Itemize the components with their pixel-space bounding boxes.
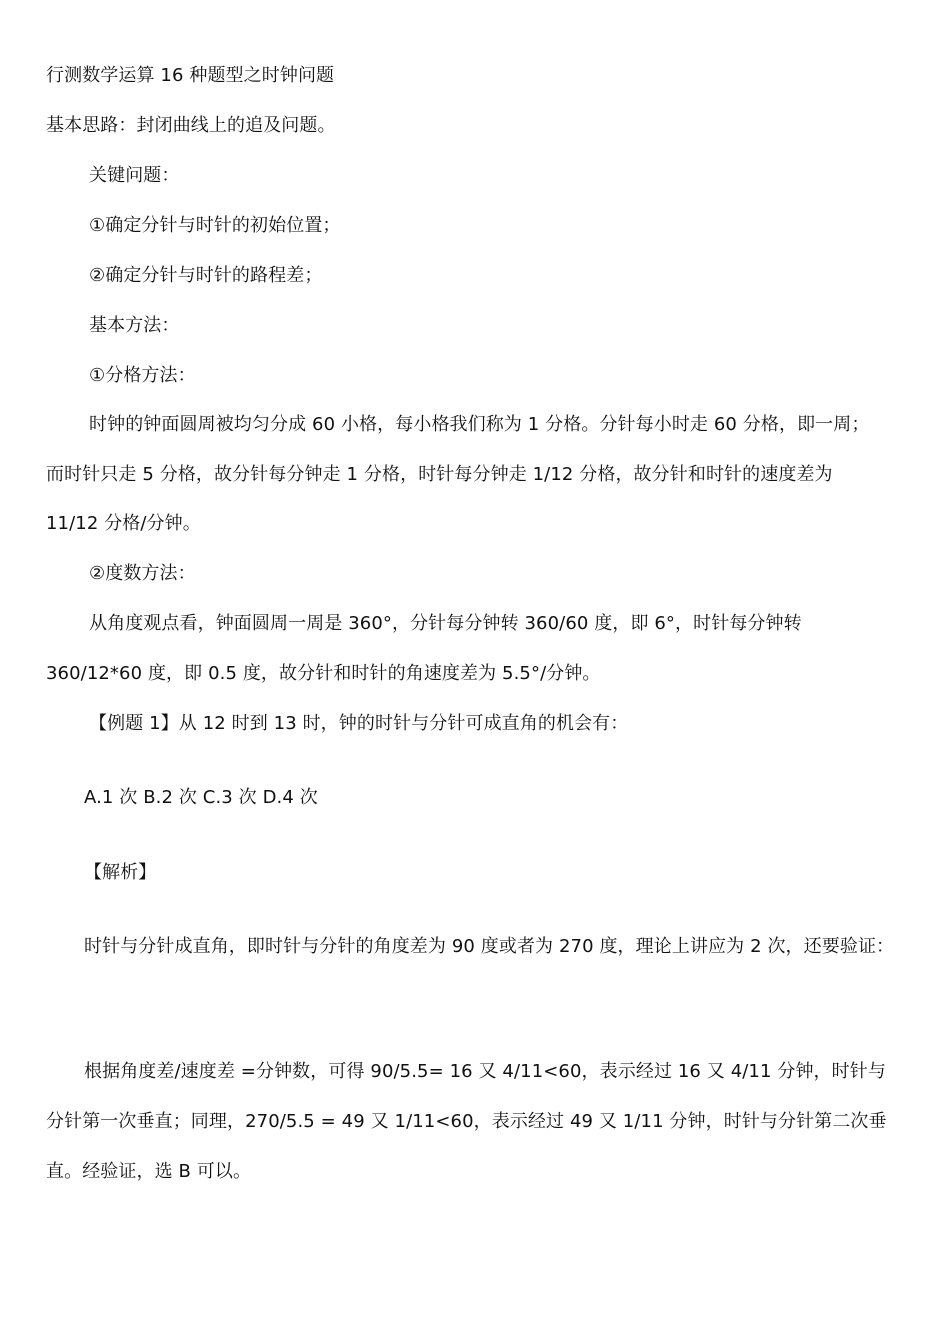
analysis-paragraph-2-line-2: 分针第一次垂直；同理，270/5.5 = 49 又 1/11<60，表示经过 49 又 1/11 分钟，时针与分针第二次垂 [46, 1111, 887, 1132]
example-options: A.1 次 B.2 次 C.3 次 D.4 次 [84, 787, 318, 808]
key-issue-2: ②确定分针与时针的路程差； [89, 265, 323, 286]
grid-method-paragraph-line-3: 11/12 分格/分钟。 [46, 513, 201, 534]
basic-idea-line: 基本思路：封闭曲线上的追及问题。 [46, 115, 336, 136]
degree-method-paragraph-line-2: 360/12*60 度，即 0.5 度，故分针和时针的角速度差为 5.5°/分钟。 [46, 663, 601, 684]
key-issues-heading: 关键问题： [89, 165, 180, 186]
degree-method-paragraph-line-1: 从角度观点看，钟面圆周一周是 360°，分针每分钟转 360/60 度，即 6°，时针每分钟转 [89, 613, 802, 634]
document-title: 行测数学运算 16 种题型之时钟问题 [46, 65, 335, 86]
grid-method-paragraph-line-1: 时钟的钟面圆周被均匀分成 60 小格，每小格我们称为 1 分格。分针每小时走 60 分格，即一周； [89, 414, 870, 435]
grid-method-paragraph-line-2: 而时针只走 5 分格，故分针每分钟走 1 分格，时针每分钟走 1/12 分格，故分针和时针的速度差为 [46, 464, 833, 485]
key-issue-1: ①确定分针与时针的初始位置； [89, 215, 341, 236]
grid-method-heading: ①分格方法： [89, 365, 196, 386]
analysis-paragraph-1: 时针与分针成直角，即时针与分针的角度差为 90 度或者为 270 度，理论上讲应为 2 次，还要验证： [84, 936, 895, 957]
analysis-heading: 【解析】 [84, 862, 157, 883]
basic-methods-heading: 基本方法： [89, 315, 180, 336]
analysis-paragraph-2-line-3: 直。经验证，选 B 可以。 [46, 1161, 252, 1182]
example-question: 【例题 1】从 12 时到 13 时，钟的时针与分针可成直角的机会有： [89, 713, 629, 734]
degree-method-heading: ②度数方法： [89, 563, 196, 584]
analysis-paragraph-2-line-1: 根据角度差/速度差 =分钟数，可得 90/5.5= 16 又 4/11<60，表示经过 16 又 4/11 分钟，时针与 [84, 1061, 886, 1082]
